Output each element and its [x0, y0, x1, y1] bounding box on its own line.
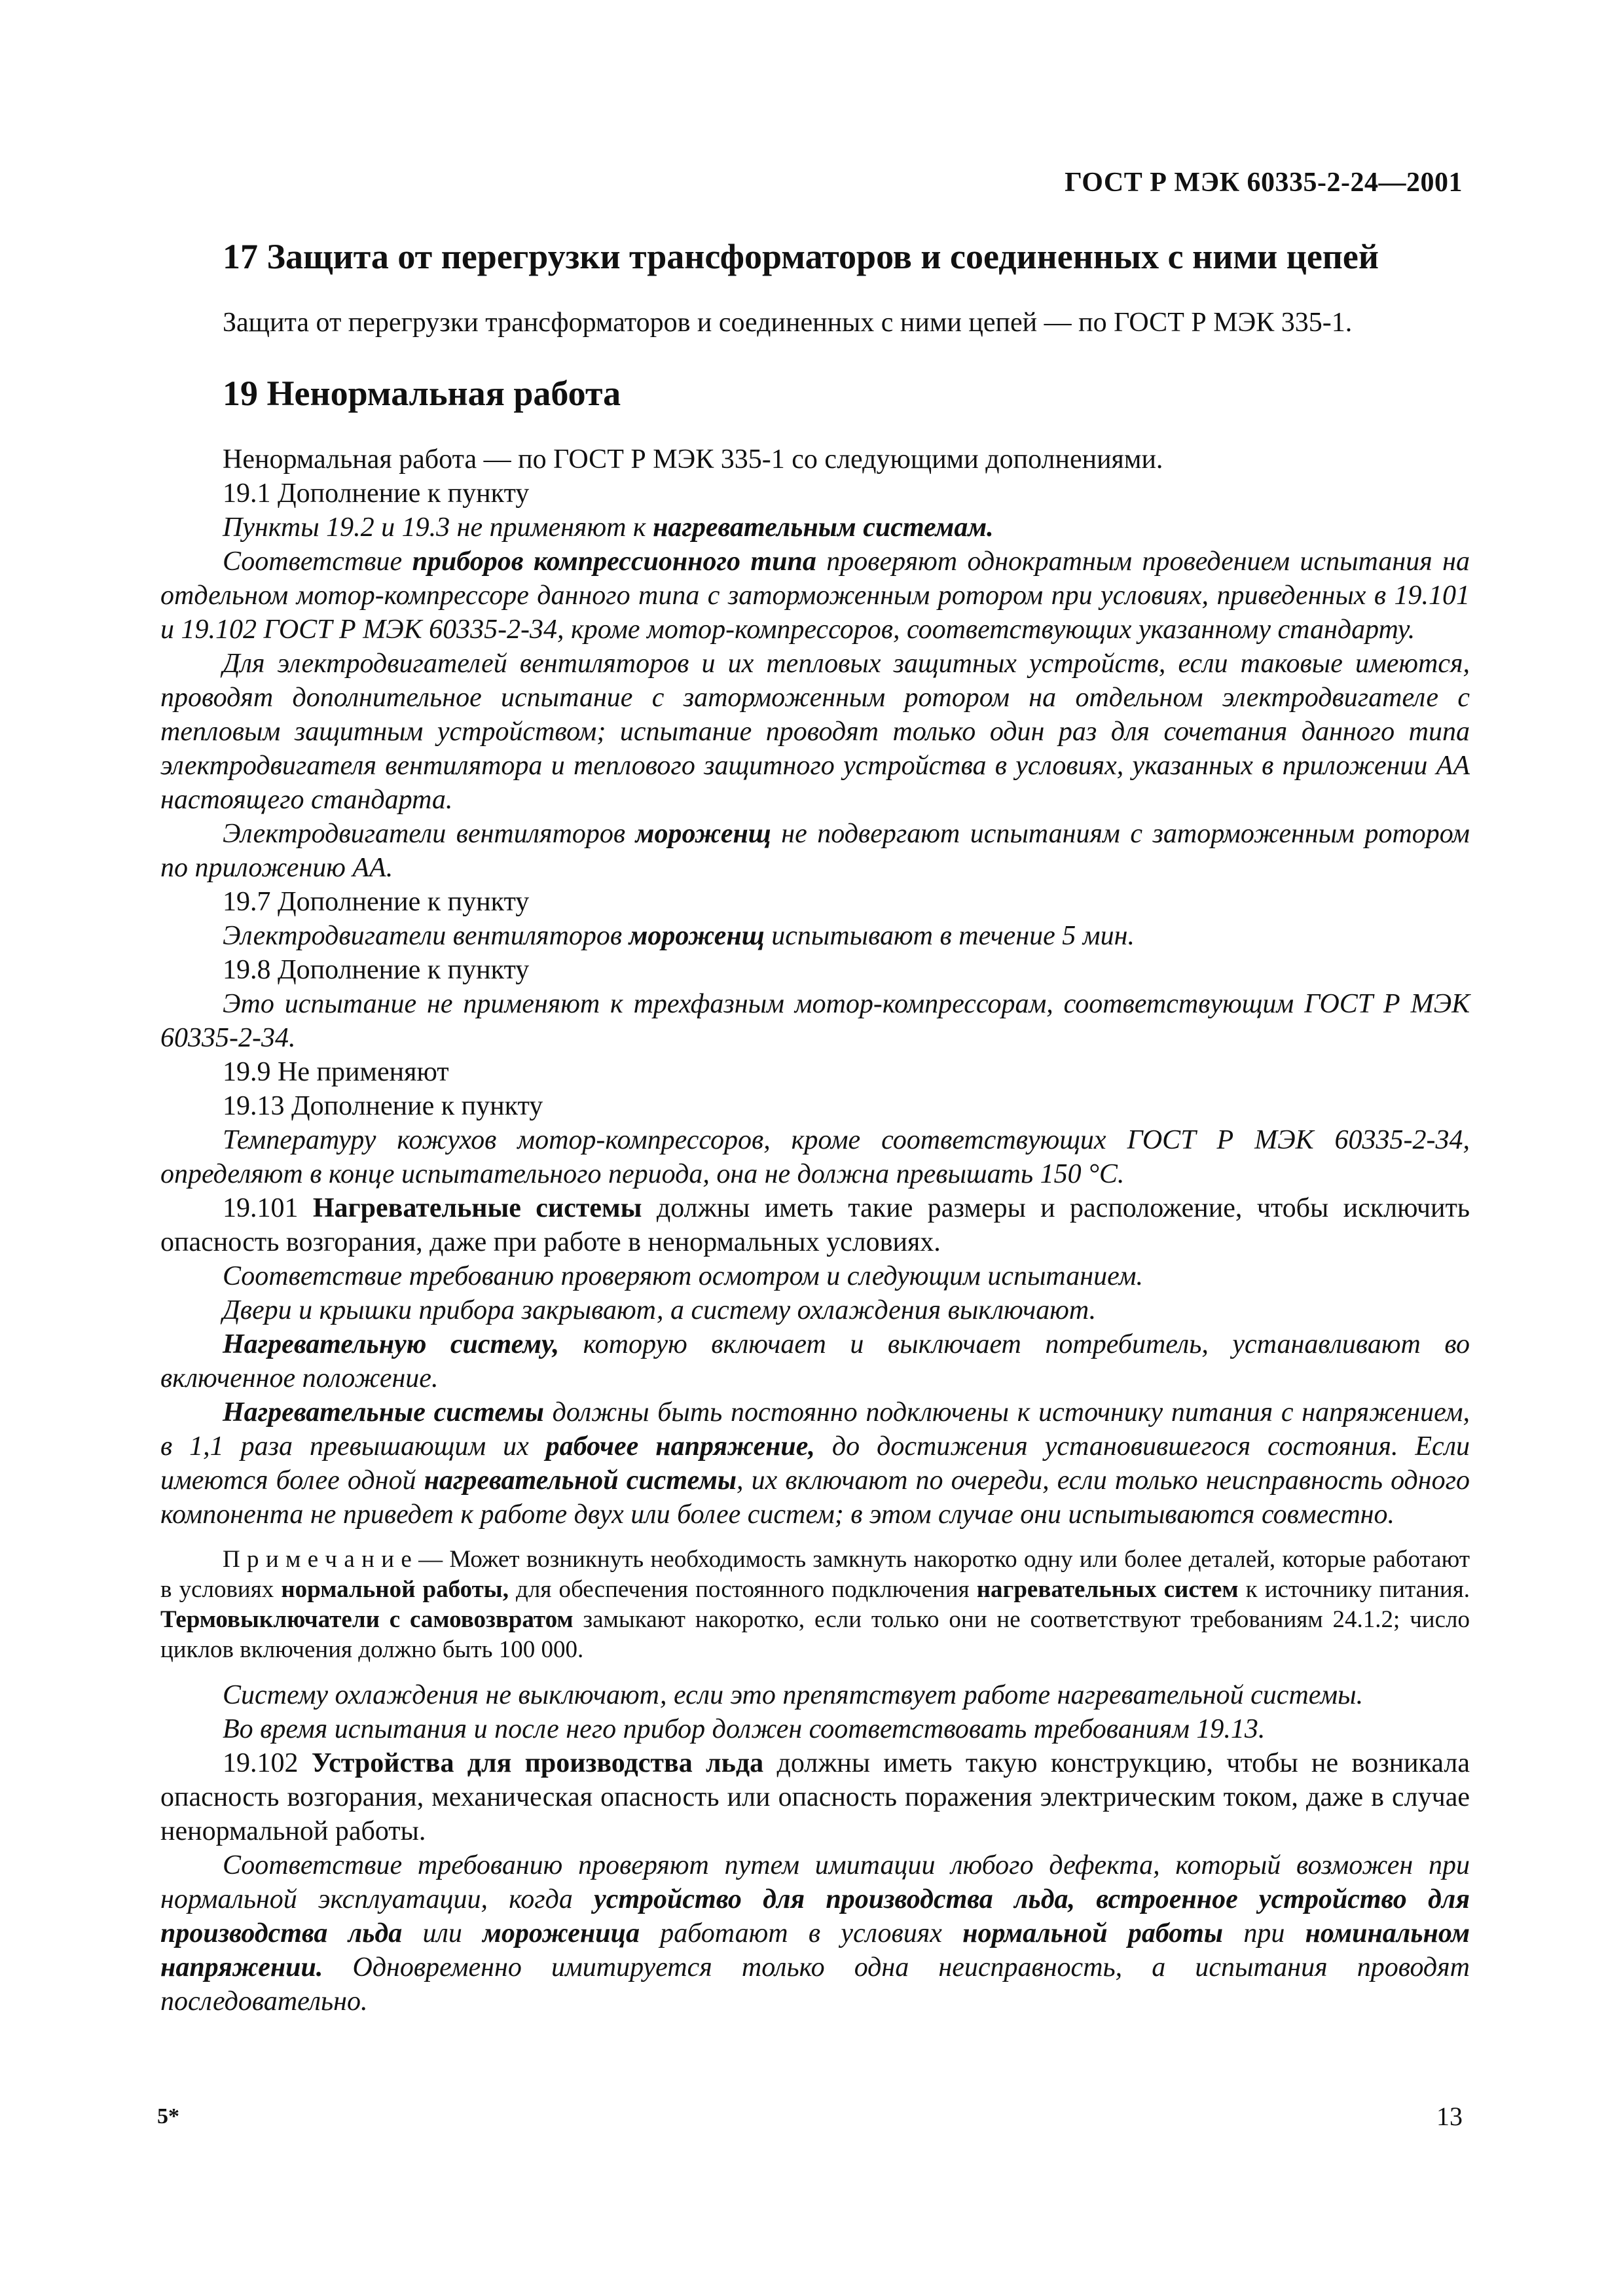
- page-number: 13: [1436, 2102, 1463, 2131]
- section-17-heading: 17 Защита от перегрузки трансформаторов и соединенных с ними цепей: [223, 237, 1379, 276]
- clause-19-101-text: 19.101 Нагревательные системы должны иметь такие размеры и расположение, чтобы исключить опасность возгорания, даже при работе в ненормальных условиях.: [160, 1193, 1470, 1257]
- clause-19-8-text: Это испытание не применяют к трехфазным мотор-компрессорам, соответствующим ГОСТ Р МЭК 60335-2-34.: [160, 988, 1470, 1053]
- clause-19-9-title: 19.9 Не применяют: [223, 1056, 449, 1087]
- clause-19-1-title: 19.1 Дополнение к пункту: [223, 478, 530, 509]
- clause-19-13-title: 19.13 Дополнение к пункту: [223, 1090, 543, 1121]
- clause-19-1-text-1: Пункты 19.2 и 19.3 не применяют к нагревательным системам.: [223, 512, 994, 543]
- section-19-heading: 19 Ненормальная работа: [223, 373, 621, 413]
- sheet-mark: 5*: [157, 2104, 179, 2128]
- clause-19-1-text-3: Для электродвигателей вентиляторов и их тепловых защитных устройств, если таковые имеются, проводят дополнительное испытание с заторможенным ротором на отдельном электродвигателе с тепловым защитным устройством; испытание проводят только один раз для сочетания данного типа электродвигателя вентилятора и теплового защитного устройства в условиях, указанных в приложении АА настоящего стандарта.: [160, 648, 1470, 815]
- standard-header: ГОСТ Р МЭК 60335-2-24—2001: [1065, 168, 1463, 198]
- clause-19-8-title: 19.8 Дополнение к пункту: [223, 954, 530, 985]
- clause-19-101-note: П р и м е ч а н и е — Может возникнуть необходимость замкнуть накоротко одну или более деталей, которые работают в условиях нормальной работы, для обеспечения постоянного подключения нагревательных систем к источнику питания. Термовыключатели с самовозвратом замыкают накоротко, если только они не соответствуют требованиям 24.1.2; число циклов включения должно быть 100 000.: [160, 1545, 1470, 1663]
- clause-19-7-text: Электродвигатели вентиляторов мороженщ испытывают в течение 5 мин.: [223, 920, 1135, 951]
- clause-19-102-check: Соответствие требованию проверяют путем имитации любого дефекта, который возможен при нормальной эксплуатации, когда устройство для производства льда, встроенное устройство для производства льда или мороженица работают в условиях нормальной работы при номинальном напряжении. Одновременно имитируется только одна неисправность, а испытания проводят последовательно.: [160, 1850, 1470, 2017]
- clause-19-101-doors: Двери и крышки прибора закрывают, а систему охлаждения выключают.: [223, 1295, 1097, 1325]
- clause-19-101-switch: Нагревательную систему, которую включает и выключает потребитель, устанавливают во включенное положение.: [160, 1329, 1470, 1393]
- clause-19-7-title: 19.7 Дополнение к пункту: [223, 886, 530, 917]
- clause-19-13-text: Температуру кожухов мотор-компрессоров, кроме соответствующих ГОСТ Р МЭК 60335-2-34, определяют в конце испытательного периода, она не должна превышать 150 °С.: [160, 1124, 1470, 1189]
- clause-19-1-text-2: Соответствие приборов компрессионного типа проверяют однократным проведением испытания на отдельном мотор-компрессоре данного типа с заторможенным ротором при условиях, приведенных в 19.101 и 19.102 ГОСТ Р МЭК 60335-2-34, кроме мотор-компрессоров, соответствующих указанному стандарту.: [160, 546, 1470, 645]
- clause-19-102-text: 19.102 Устройства для производства льда должны иметь такую конструкцию, чтобы не возникала опасность возгорания, механическая опасность или опасность поражения электрическим током, даже в случае ненормальной работы.: [160, 1748, 1470, 1846]
- clause-19-101-check: Соответствие требованию проверяют осмотром и следующим испытанием.: [223, 1261, 1143, 1291]
- clause-19-1-text-4: Электродвигатели вентиляторов мороженщ не подвергают испытаниям с заторможенным ротором по приложению АА.: [160, 818, 1470, 883]
- section-19-intro: Ненормальная работа — по ГОСТ Р МЭК 335-1 со следующими дополнениями.: [223, 444, 1163, 475]
- section-17-text: Защита от перегрузки трансформаторов и соединенных с ними цепей — по ГОСТ Р МЭК 335-1.: [223, 307, 1353, 338]
- clause-19-101-supply: Нагревательные системы должны быть постоянно подключены к источнику питания с напряжением, в 1,1 раза превышающим их рабочее напряжение, до достижения установившегося состояния. Если имеются более одной нагревательной системы, их включают по очереди, если только неисправность одного компонента не приведет к работе двух или более систем; в этом случае они испытываются совместно.: [160, 1397, 1470, 1530]
- clause-19-101-compliance: Во время испытания и после него прибор должен соответствовать требованиям 19.13.: [223, 1713, 1266, 1744]
- document-body: [160, 236, 1470, 2018]
- clause-19-101-cooling: Систему охлаждения не выключают, если это препятствует работе нагревательной системы.: [223, 1679, 1364, 1710]
